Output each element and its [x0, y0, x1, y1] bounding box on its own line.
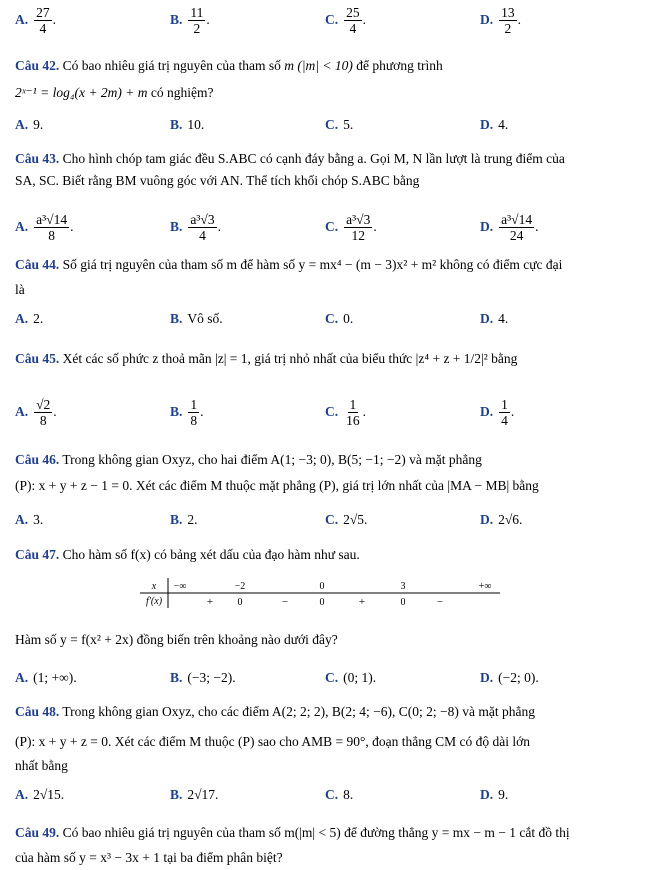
q45-option-c[interactable]: C. $\frac{1}{16}$ . — [325, 396, 366, 428]
sign-minus-2: − — [436, 596, 444, 608]
q43-option-c[interactable]: C. $\frac{\text{a³√3}}{12}$ . — [325, 211, 377, 243]
q43-text-line2: SA, SC. Biết rằng BM vuông góc với AN. Thể tích khối chóp S.ABC bằng — [15, 173, 420, 188]
q42-option-b[interactable]: B. 10. — [170, 117, 205, 132]
q47-text: Câu 47. Cho hàm số f(x) có bảng xét dấu của đạo hàm như sau. — [15, 547, 360, 562]
q44-option-c[interactable]: C. 0. — [325, 311, 354, 326]
q48-text-line2: (P): x + y + z = 0. Xét các điểm M thuộc (P) sao cho AMB = 90°, đoạn thẳng CM có độ dài lớn — [15, 734, 531, 749]
q46-text-line2: (P): x + y + z − 1 = 0. Xét các điểm M thuộc mặt phẳng (P), giá trị lớn nhất của |MA − MB| bằng — [15, 478, 539, 493]
table-label-x: x — [151, 581, 157, 592]
q45-option-a[interactable]: A. $\frac{√2}{8}$ . — [15, 396, 57, 428]
fraction: $\frac{1}{4}$ — [501, 396, 508, 428]
q43-option-d[interactable]: D. $\frac{\text{a³√14}}{24}$ . — [480, 211, 539, 243]
fraction: $\frac{25}{4}$ — [346, 4, 360, 36]
q43-options — [15, 210, 635, 244]
q47-option-a[interactable]: A. (1; +∞). — [15, 670, 77, 685]
fraction: $\frac{\text{a³√14}}{8}$ — [36, 211, 68, 243]
option-label: B. — [170, 12, 183, 27]
fraction: $\frac{11}{2}$ — [190, 4, 204, 36]
q47-option-b[interactable]: B. (−3; −2). — [170, 670, 236, 685]
q44-option-d[interactable]: D. 4. — [480, 311, 509, 326]
fraction: $\frac{√2}{8}$ — [36, 396, 51, 428]
question-label: Câu 46. — [15, 452, 60, 467]
fraction: $\frac{\text{a³√3}}{4}$ — [190, 211, 215, 243]
q48-text: Câu 48. Trong không gian Oxyz, cho các điểm A(2; 2; 2), B(2; 4; −6), C(0; 2; −8) và mặt phẳng — [15, 704, 535, 719]
question-label: Câu 43. — [15, 151, 60, 166]
q45-options — [15, 395, 635, 429]
x-value-pos-inf: +∞ — [478, 581, 492, 592]
q44-option-b[interactable]: B. Vô số. — [170, 311, 223, 326]
question-label: Câu 45. — [15, 351, 60, 366]
q45-option-b[interactable]: B. $\frac{1}{8}$ . — [170, 396, 204, 428]
q45-option-d[interactable]: D. $\frac{1}{4}$ . — [480, 396, 515, 428]
q49-text: Câu 49. Có bao nhiêu giá trị nguyên của tham số m(|m| < 5) để đường thẳng y = mx − m − 1 cắt đồ thị — [15, 825, 570, 840]
q41-option-a[interactable]: A. $\frac{27}{4}$ . — [15, 4, 56, 36]
option-label: C. — [325, 12, 339, 27]
table-label-fprime: f′(x) — [145, 596, 163, 607]
fraction: $\frac{\text{a³√14}}{24}$ — [501, 211, 533, 243]
sign-zero-3: 0 — [400, 597, 406, 608]
q48-options — [15, 778, 635, 812]
x-value-3: 3 — [400, 581, 406, 592]
q41-option-d[interactable]: D. $\frac{13}{2}$ . — [480, 4, 521, 36]
question-label: Câu 44. — [15, 257, 60, 272]
fraction: $\frac{1}{8}$ — [190, 396, 198, 428]
q46-text: Câu 46. Trong không gian Oxyz, cho hai điểm A(1; −3; 0), B(5; −1; −2) và mặt phẳng — [15, 452, 482, 467]
x-value-neg-inf: −∞ — [173, 581, 187, 592]
x-value-0: 0 — [319, 581, 325, 592]
fraction: $\frac{\text{a³√3}}{12}$ — [346, 211, 371, 243]
q43-option-b[interactable]: B. $\frac{\text{a³√3}}{4}$ . — [170, 211, 221, 243]
q49-text-line2: của hàm số y = x³ − 3x + 1 tại ba điểm phân biệt? — [15, 850, 283, 865]
q46-option-c[interactable]: C. 2√5. — [325, 512, 368, 527]
q43-option-a[interactable]: A. $\frac{\text{a³√14}}{8}$ . — [15, 211, 74, 243]
q46-option-a[interactable]: A. 3. — [15, 512, 44, 527]
sign-plus-1: + — [206, 596, 214, 608]
question-label: Câu 49. — [15, 825, 60, 840]
q48-option-b[interactable]: B. 2√17. — [170, 787, 219, 802]
q42-option-c[interactable]: C. 5. — [325, 117, 354, 132]
q44-options — [15, 302, 635, 336]
q46-option-d[interactable]: D. 2√6. — [480, 512, 523, 527]
sign-table — [140, 578, 500, 608]
equation: 2ˣ⁻¹ = log₄(x + 2m) + m — [15, 85, 148, 100]
q42-equation-line: 2ˣ⁻¹ = log₄(x + 2m) + m có nghiệm? — [15, 85, 214, 100]
q48-option-c[interactable]: C. 8. — [325, 787, 354, 802]
q41-option-c[interactable]: C. $\frac{25}{4}$ . — [325, 4, 366, 36]
q42-option-a[interactable]: A. 9. — [15, 117, 44, 132]
q47-option-d[interactable]: D. (−2; 0). — [480, 670, 539, 685]
q44-text: Câu 44. Số giá trị nguyên của tham số m để hàm số y = mx⁴ − (m − 3)x² + m² không có điểm cực đại — [15, 257, 563, 272]
sign-zero-2: 0 — [319, 597, 325, 608]
x-value-minus-2: −2 — [234, 581, 246, 592]
option-label: D. — [480, 12, 494, 27]
q41-option-b[interactable]: B. $\frac{11}{2}$ . — [170, 4, 210, 36]
sign-plus-2: + — [358, 596, 366, 608]
q47-text-line2: Hàm số y = f(x² + 2x) đồng biến trên khoảng nào dưới đây? — [15, 632, 338, 647]
option-label: A. — [15, 12, 29, 27]
q42-text: Câu 42. Có bao nhiêu giá trị nguyên của tham số m (|m| < 10) để phương trình — [15, 58, 443, 73]
q48-option-d[interactable]: D. 9. — [480, 787, 509, 802]
q43-text: Câu 43. Cho hình chóp tam giác đều S.ABC có cạnh đáy bằng a. Gọi M, N lần lượt là trung điểm của — [15, 151, 565, 166]
q46-option-b[interactable]: B. 2. — [170, 512, 198, 527]
question-label: Câu 42. — [15, 58, 60, 73]
sign-minus-1: − — [281, 596, 289, 608]
q42-options — [15, 108, 635, 142]
q46-options — [15, 503, 635, 537]
fraction: $\frac{27}{4}$ — [36, 4, 50, 36]
sign-zero-1: 0 — [237, 597, 243, 608]
q47-options — [15, 661, 635, 695]
question-label: Câu 47. — [15, 547, 60, 562]
q48-option-a[interactable]: A. 2√15. — [15, 787, 65, 802]
fraction: $\frac{13}{2}$ — [501, 4, 515, 36]
q47-option-c[interactable]: C. (0; 1). — [325, 670, 377, 685]
q45-text: Câu 45. Xét các số phức z thoả mãn |z| = 1, giá trị nhỏ nhất của biểu thức |z⁴ + z + 1/2|² bằng — [15, 351, 518, 366]
fraction: $\frac{1}{16}$ — [346, 396, 360, 428]
q42-option-d[interactable]: D. 4. — [480, 117, 509, 132]
q48-text-line3: nhất bằng — [15, 758, 68, 773]
q44-text-line2: là — [15, 282, 25, 297]
q41-options — [15, 3, 635, 37]
q44-option-a[interactable]: A. 2. — [15, 311, 44, 326]
question-label: Câu 48. — [15, 704, 60, 719]
